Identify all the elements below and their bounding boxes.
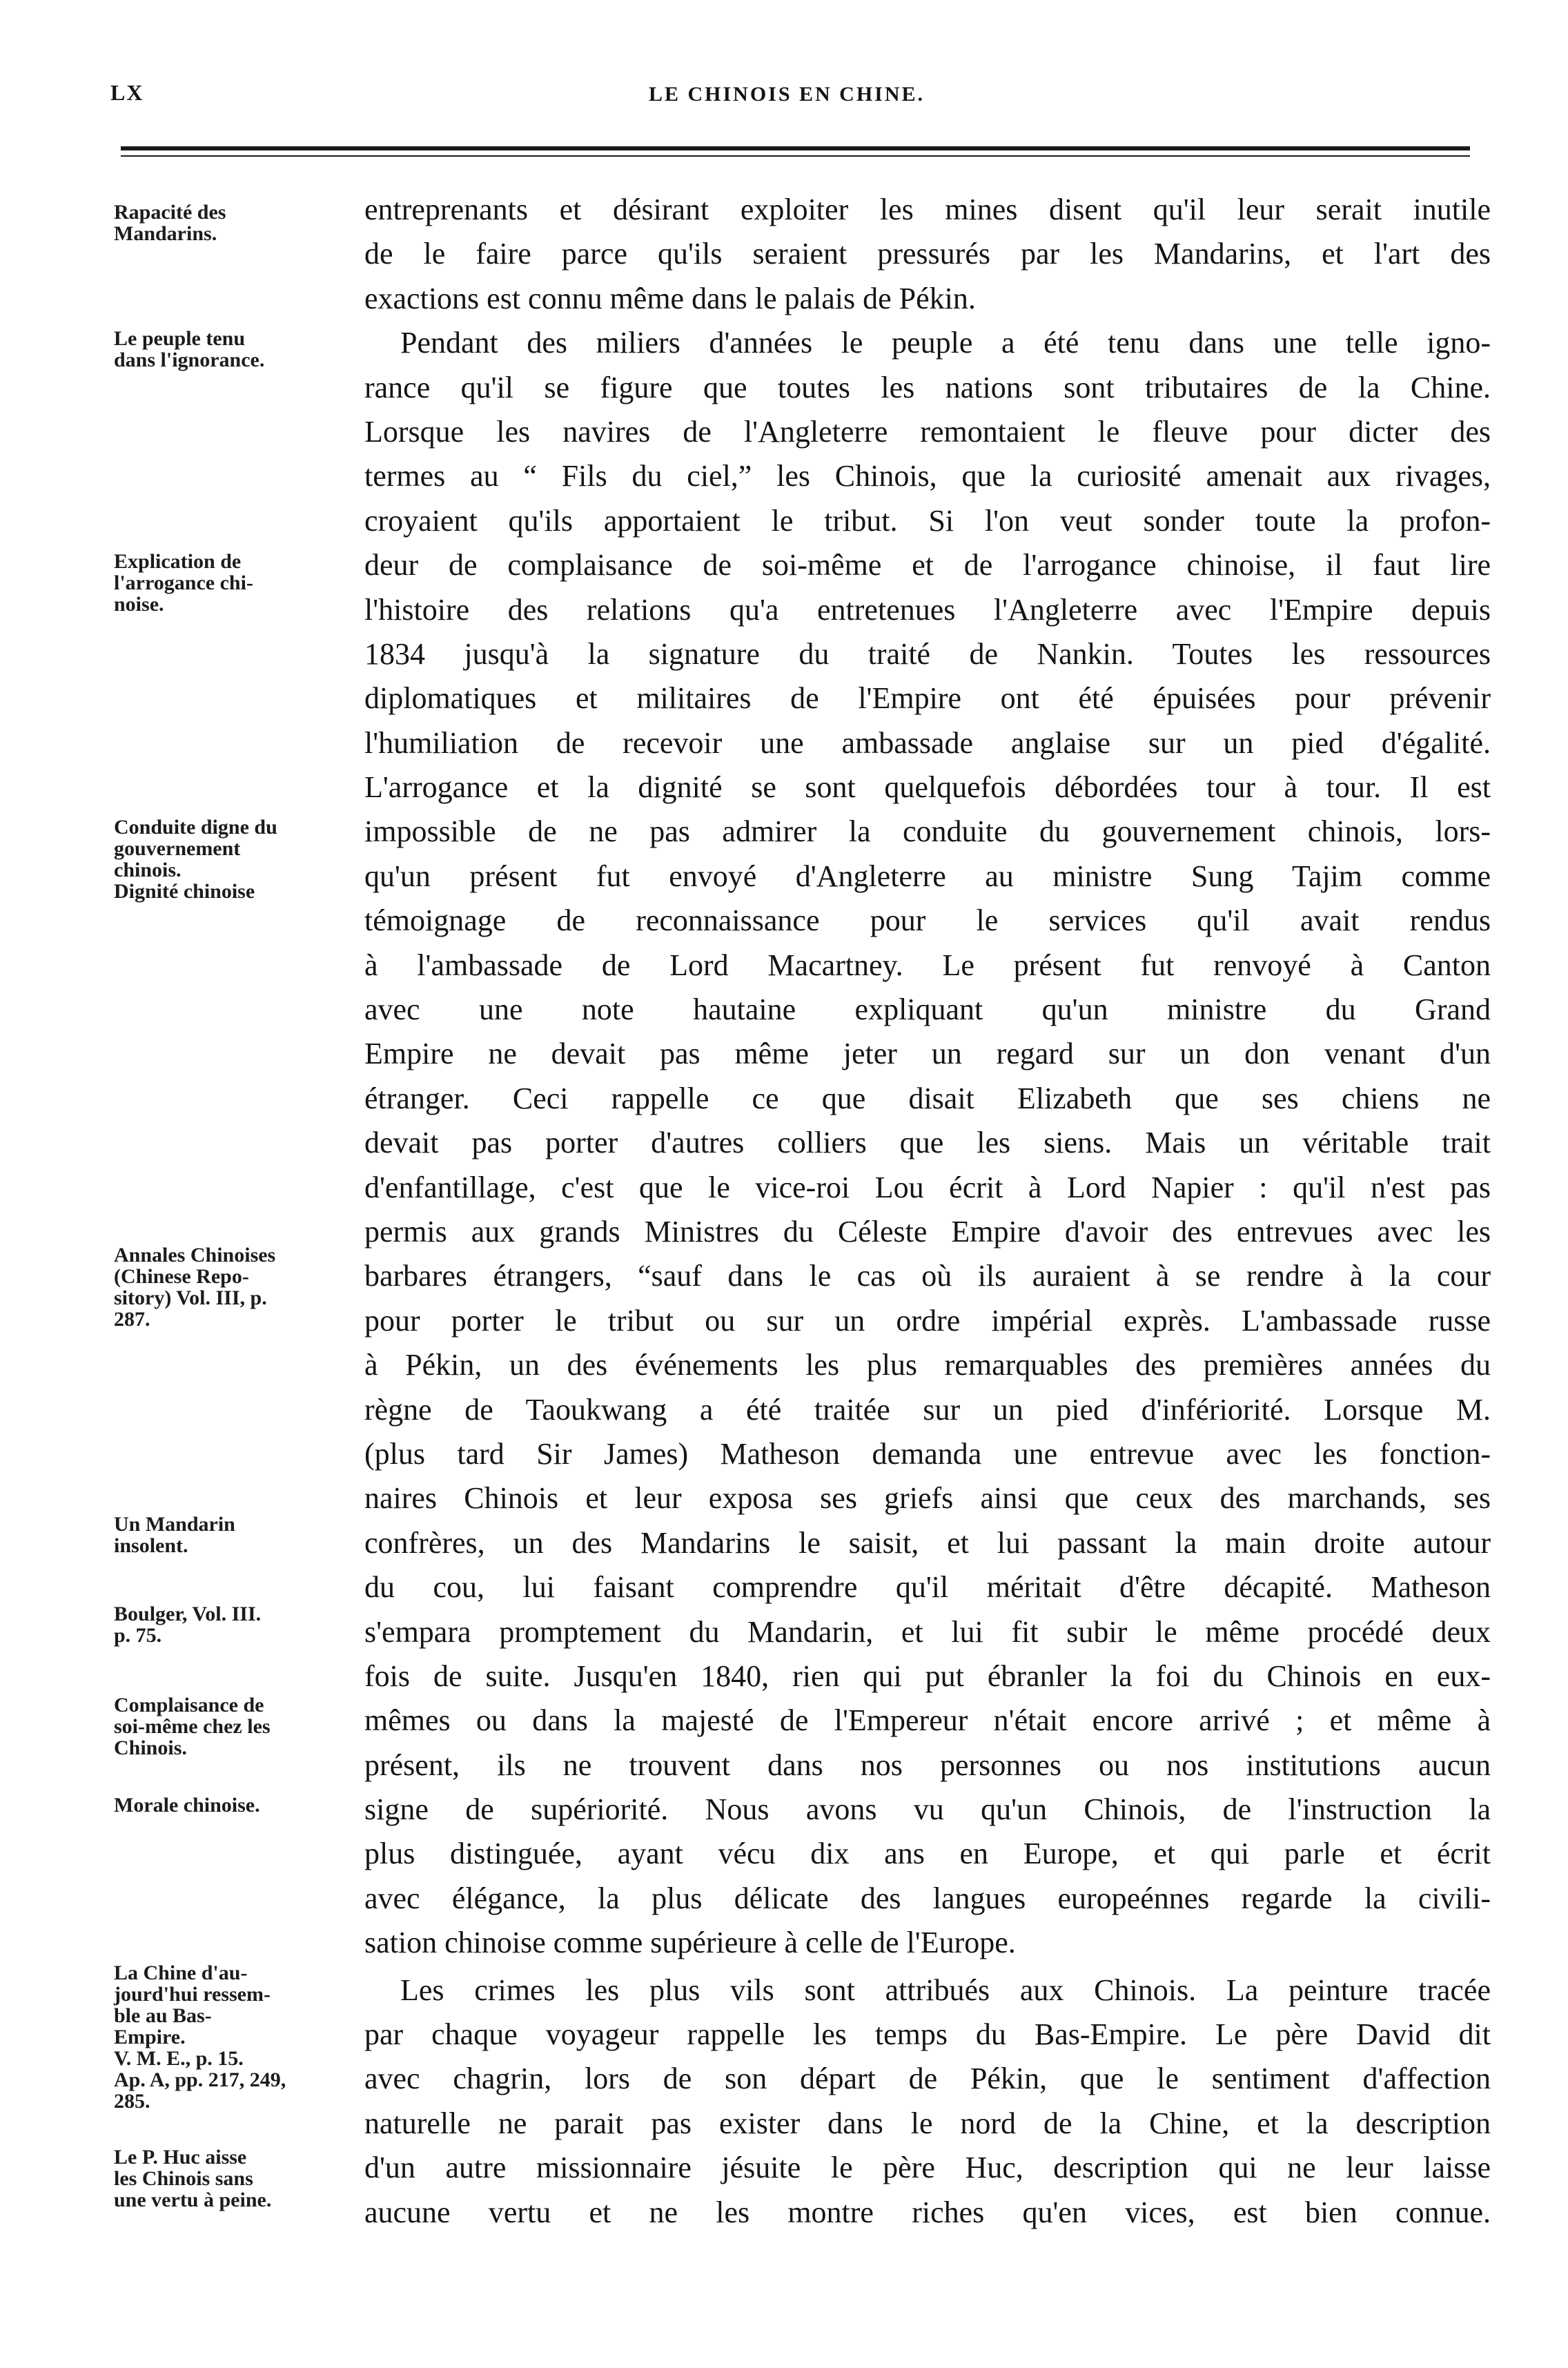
body-line: fois de suite. Jusqu'en 1840, rien qui put ébranler la foi du Chinois en eux-: [364, 1658, 1491, 1693]
margin-note-line: Un Mandarin: [114, 1513, 235, 1536]
margin-note-line: (Chinese Repo-: [114, 1265, 249, 1288]
margin-note-huc: [114, 2146, 362, 2211]
body-line: avec élégance, la plus délicate des langues europeénnes regarde la civili-: [364, 1881, 1491, 1915]
body-line: confrères, un des Mandarins le saisit, et lui passant la main droite autour: [364, 1525, 1491, 1560]
body-line: qu'un présent fut envoyé d'Angleterre au ministre Sung Tajim comme: [364, 859, 1491, 893]
margin-note-morale: [114, 1794, 362, 1816]
body-line: Les crimes les plus vils sont attribués aux Chinois. La peinture tracée: [400, 1973, 1491, 2007]
margin-note-line: Morale chinoise.: [114, 1794, 260, 1817]
margin-note-line: Annales Chinoises: [114, 1244, 276, 1266]
body-line: étranger. Ceci rappelle ce que disait Elizabeth que ses chiens ne: [364, 1081, 1491, 1115]
margin-note-line: une vertu à peine.: [114, 2189, 272, 2211]
body-line: impossible de ne pas admirer la conduite du gouvernement chinois, lors-: [364, 814, 1491, 849]
margin-note-boulger: [114, 1603, 362, 1646]
margin-note-line: insolent.: [114, 1534, 188, 1557]
margin-note-line: Dignité chinoise: [114, 880, 255, 903]
body-line: rance qu'il se figure que toutes les nations sont tributaires de la Chine.: [364, 370, 1491, 404]
margin-note-line: les Chinois sans: [114, 2167, 253, 2190]
body-line: naturelle ne parait pas exister dans le nord de la Chine, et la description: [364, 2106, 1491, 2140]
body-line: du cou, lui faisant comprendre qu'il méritait d'être décapité. Matheson: [364, 1570, 1491, 1605]
margin-note-annales: [114, 1244, 362, 1330]
margin-note-line: Le peuple tenu: [114, 327, 246, 350]
body-line: de le faire parce qu'ils seraient pressurés par les Mandarins, et l'art des: [364, 237, 1491, 271]
body-line: signe de supériorité. Nous avons vu qu'un Chinois, de l'instruction la: [364, 1792, 1491, 1827]
margin-note-line: Rapacité des: [114, 201, 226, 224]
margin-note-line: gouvernement: [114, 837, 241, 860]
body-line: aucune vertu et ne les montre riches qu'en vices, est bien connue.: [364, 2195, 1491, 2229]
margin-note-line: Explication de: [114, 550, 242, 573]
body-line: l'humiliation de recevoir une ambassade anglaise sur un pied d'égalité.: [364, 725, 1491, 760]
body-line: 1834 jusqu'à la signature du traité de Nankin. Toutes les ressources: [364, 636, 1491, 671]
body-line: présent, ils ne trouvent dans nos personnes ou nos institutions aucun: [364, 1748, 1491, 1782]
margin-note-mandarin-insolent: [114, 1514, 362, 1556]
body-line: L'arrogance et la dignité se sont quelquefois débordées tour à tour. Il est: [364, 770, 1491, 805]
body-line: mêmes ou dans la majesté de l'Empereur n'était encore arrivé ; et même à: [364, 1703, 1491, 1738]
margin-note-rapacite: [114, 202, 362, 244]
body-line: pour porter le tribut ou sur un ordre impérial exprès. L'ambassade russe: [364, 1303, 1491, 1338]
margin-note-line: chinois.: [114, 859, 182, 881]
margin-note-line: jourd'hui ressem-: [114, 1983, 271, 2006]
margin-note-line: p. 75.: [114, 1624, 162, 1647]
page-header: [110, 76, 1463, 117]
margin-note-line: Conduite digne du: [114, 816, 277, 839]
margin-note-line: V. M. E., p. 15.: [114, 2047, 244, 2070]
margin-note-line: 287.: [114, 1308, 150, 1331]
body-line: par chaque voyageur rappelle les temps du Bas-Empire. Le père David dit: [364, 2017, 1491, 2052]
body-line: devait pas porter d'autres colliers que les siens. Mais un véritable trait: [364, 1126, 1491, 1160]
body-line: avec chagrin, lors de son départ de Pékin, que le sentiment d'affection: [364, 2062, 1491, 2096]
body-line: diplomatiques et militaires de l'Empire ont été épuisées pour prévenir: [364, 681, 1491, 716]
margin-note-line: soi-même chez les: [114, 1715, 271, 1738]
body-line: naires Chinois et leur exposa ses griefs ainsi que ceux des marchands, ses: [364, 1481, 1491, 1516]
body-line: deur de complaisance de soi-même et de l'arrogance chinoise, il faut lire: [364, 548, 1491, 583]
margin-note-line: Boulger, Vol. III.: [114, 1603, 262, 1625]
margin-note-line: ble au Bas-: [114, 2004, 212, 2027]
body-line: croyaient qu'ils apportaient le tribut. Si l'on veut sonder toute la profon-: [364, 503, 1491, 538]
body-text: [364, 188, 1491, 2235]
margin-note-line: sitory) Vol. III, p.: [114, 1286, 267, 1309]
margin-note-line: Chinois.: [114, 1736, 187, 1759]
margin-note-line: Mandarins.: [114, 222, 217, 245]
body-line: (plus tard Sir James) Matheson demanda une entrevue avec les fonction-: [364, 1436, 1491, 1471]
body-line: entreprenants et désirant exploiter les mines disent qu'il leur serait inutile: [364, 193, 1491, 226]
body-line: à l'ambassade de Lord Macartney. Le présent fut renvoyé à Canton: [364, 948, 1491, 982]
margin-note-conduite: [114, 816, 362, 902]
body-line: à Pékin, un des événements les plus remarquables des premières années du: [364, 1348, 1491, 1382]
margin-note-peuple: [114, 328, 362, 371]
body-line: s'empara promptement du Mandarin, et lui fit subir le même procédé deux: [364, 1614, 1491, 1649]
margin-note-line: dans l'ignorance.: [114, 349, 265, 371]
header-rule: [121, 146, 1470, 150]
body-line: Pendant des miliers d'années le peuple a été tenu dans une telle igno-: [400, 326, 1491, 360]
margin-note-line: noise.: [114, 593, 164, 616]
body-line: termes au “ Fils du ciel,” les Chinois, que la curiosité amenait aux rivages,: [364, 459, 1491, 493]
running-title: LE CHINOIS EN CHINE.: [648, 83, 925, 106]
body-line: témoignage de reconnaissance pour le services qu'il avait rendus: [364, 903, 1491, 938]
margin-note-line: l'arrogance chi-: [114, 571, 253, 594]
body-line: plus distinguée, ayant vécu dix ans en Europe, et qui parle et écrit: [364, 1837, 1491, 1871]
body-line: permis aux grands Ministres du Céleste Empire d'avoir des entrevues avec les: [364, 1214, 1491, 1249]
body-line: l'histoire des relations qu'a entretenues l'Angleterre avec l'Empire depuis: [364, 592, 1491, 627]
body-line: Lorsque les navires de l'Angleterre remontaient le fleuve pour dicter des: [364, 414, 1491, 449]
margin-note-explication: [114, 551, 362, 615]
margin-note-line: Empire.: [114, 2026, 186, 2048]
body-line: sation chinoise comme supérieure à celle de l'Europe.: [364, 1926, 1016, 1960]
header-rule-thin: [121, 155, 1470, 157]
margin-note-line: La Chine d'au-: [114, 1961, 248, 1984]
body-line: avec une note hautaine expliquant qu'un ministre du Grand: [364, 992, 1491, 1027]
margin-note-line: Le P. Huc aisse: [114, 2146, 247, 2169]
body-line: règne de Taoukwang a été traitée sur un pied d'infériorité. Lorsque M.: [364, 1392, 1491, 1427]
margin-note-line: Ap. A, pp. 217, 249,: [114, 2068, 286, 2091]
page-number: LX: [110, 80, 144, 105]
margin-note-line: 285.: [114, 2090, 150, 2113]
body-line: Empire ne devait pas même jeter un regard sur un don venant d'un: [364, 1037, 1491, 1071]
body-line: exactions est connu même dans le palais de Pékin.: [364, 281, 976, 315]
body-line: d'un autre missionnaire jésuite le père Huc, description qui ne leur laisse: [364, 2151, 1491, 2185]
margin-note-bas-empire: [114, 1962, 362, 2112]
body-line: d'enfantillage, c'est que le vice-roi Lou écrit à Lord Napier : qu'il n'est pas: [364, 1170, 1491, 1204]
margin-note-line: Complaisance de: [114, 1694, 264, 1716]
margin-note-complaisance: [114, 1694, 362, 1759]
body-line: barbares étrangers, “sauf dans le cas où ils auraient à se rendre à la cour: [364, 1259, 1491, 1293]
